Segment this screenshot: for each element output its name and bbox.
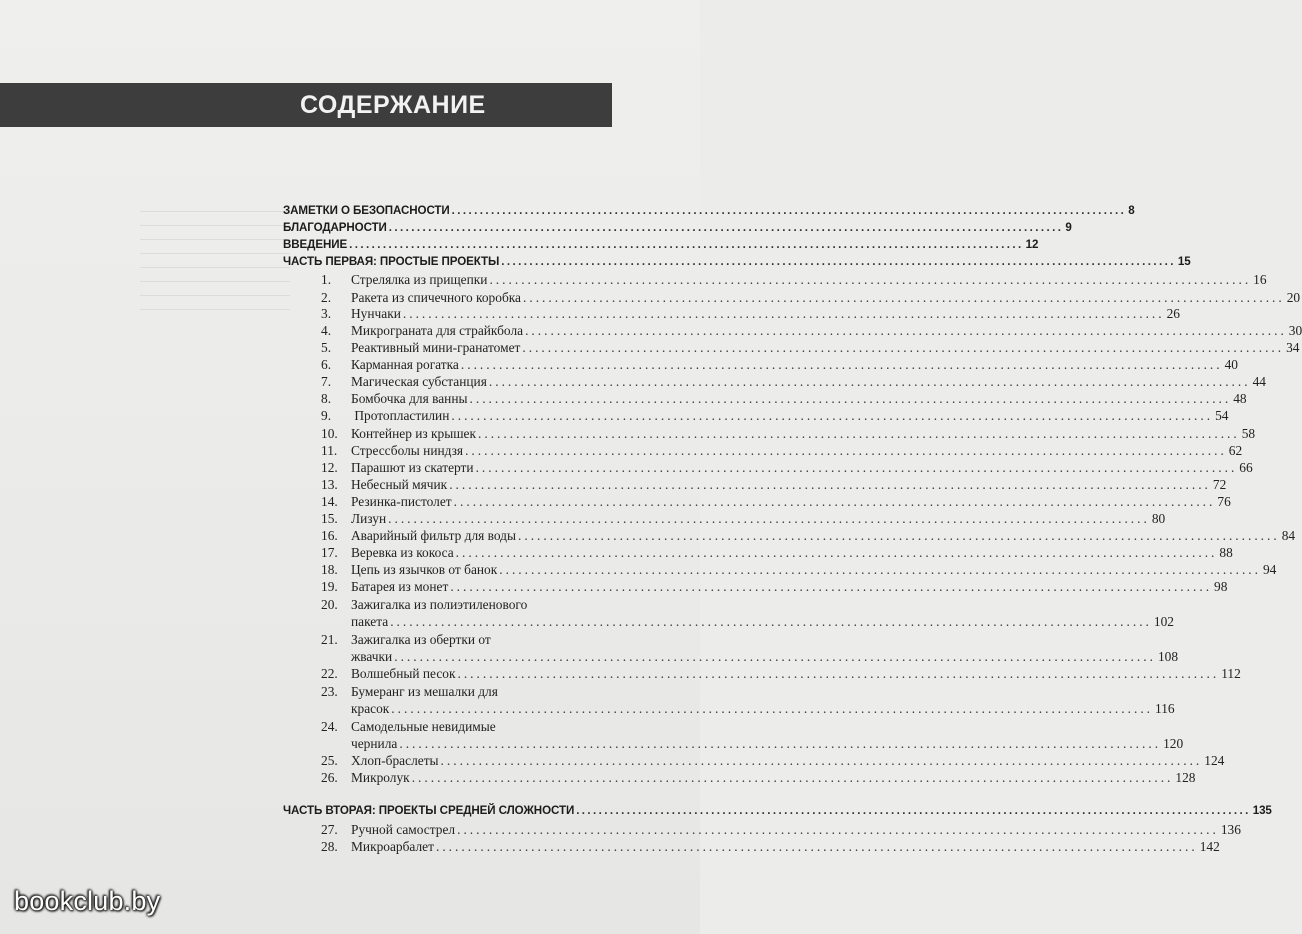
item-page: 66 — [1239, 460, 1253, 475]
item-title: Цепь из язычков от банок — [351, 562, 498, 577]
toc-item[interactable] — [321, 340, 1300, 356]
dot-leader: ........................................................................................................................ — [488, 374, 1251, 389]
dot-leader: ........................................................................................................................ — [451, 408, 1214, 423]
item-title: Небесный мячик — [351, 477, 448, 492]
toc-item[interactable] — [321, 528, 1296, 544]
dot-leader: ........................................................................................................................ — [388, 221, 1064, 234]
dot-leader: ........................................................................................................................ — [391, 701, 1154, 716]
item-title-continued: чернила — [351, 736, 398, 751]
toc-item[interactable] — [321, 753, 1225, 769]
toc-entry-introduction[interactable] — [283, 237, 1039, 253]
item-title-continued: красок — [351, 701, 390, 716]
dot-leader: ........................................................................................................................ — [453, 494, 1216, 509]
item-number: 23. — [321, 684, 338, 699]
toc-entry-safety[interactable] — [283, 203, 1135, 219]
item-title: Реактивный мини-гранатомет — [351, 340, 521, 355]
show-through-text — [140, 205, 290, 355]
item-page: 40 — [1224, 357, 1238, 372]
item-number: 22. — [321, 666, 338, 681]
item-page: 20 — [1286, 290, 1301, 305]
dot-leader: ........................................................................................................................ — [576, 804, 1251, 817]
item-page: 62 — [1228, 443, 1243, 458]
toc-item[interactable] — [321, 839, 1220, 855]
dot-leader: ........................................................................................................................ — [522, 340, 1285, 355]
dot-leader: ........................................................................................................................ — [501, 255, 1176, 268]
item-number: 6. — [321, 357, 332, 372]
item-number: 15. — [321, 511, 338, 526]
toc-item[interactable] — [321, 770, 1196, 786]
toc-item[interactable] — [321, 460, 1253, 476]
dot-leader: ........................................................................................................................ — [411, 770, 1174, 785]
toc-item[interactable] — [321, 374, 1266, 390]
dot-leader: ........................................................................................................................ — [455, 545, 1218, 560]
item-number: 28. — [321, 839, 338, 854]
item-title: Аварийный фильтр для воды — [351, 528, 516, 543]
dot-leader: ........................................................................................................................ — [349, 238, 1024, 251]
item-page: 120 — [1163, 736, 1184, 751]
item-title-continued: жвачки — [351, 649, 393, 664]
item-page: 98 — [1214, 579, 1228, 594]
item-title: Хлоп-браслеты — [351, 753, 439, 768]
item-title: Зажигалка из обертки от — [351, 632, 491, 647]
item-page: 142 — [1199, 839, 1220, 854]
toc-item[interactable] — [321, 477, 1227, 493]
item-title: Микролук — [351, 770, 410, 785]
toc-item[interactable] — [321, 562, 1277, 578]
item-title: Карманная рогатка — [351, 357, 459, 372]
item-page: 84 — [1281, 528, 1296, 543]
item-number: 17. — [321, 545, 338, 560]
item-number: 20. — [321, 597, 338, 612]
toc-item[interactable] — [321, 443, 1243, 459]
dot-leader: ........................................................................................................................ — [457, 666, 1220, 681]
item-number: 21. — [321, 632, 338, 647]
item-number: 7. — [321, 374, 332, 389]
item-title: Бомбочка для ванны — [351, 391, 468, 406]
item-number: 16. — [321, 528, 338, 543]
item-number: 1. — [321, 272, 332, 287]
dot-leader: ........................................................................................................................ — [465, 443, 1227, 458]
item-number: 25. — [321, 753, 338, 768]
item-title: Нунчаки — [351, 306, 401, 321]
dot-leader: ........................................................................................................................ — [489, 272, 1252, 287]
item-title: Магическая субстанция — [351, 374, 487, 389]
item-number: 2. — [321, 290, 332, 305]
item-number: 9. — [321, 408, 332, 423]
item-number: 27. — [321, 822, 338, 837]
item-page: 30 — [1288, 323, 1302, 338]
dot-leader: ........................................................................................................................ — [399, 736, 1162, 751]
item-page: 76 — [1217, 494, 1231, 509]
item-title: Протопластилин — [351, 408, 450, 423]
item-page: 94 — [1262, 562, 1277, 577]
toc-item[interactable] — [321, 822, 1241, 838]
entry-title: ВВЕДЕНИЕ — [283, 238, 348, 251]
dot-leader: ........................................................................................................................ — [523, 290, 1285, 305]
item-title: Волшебный песок — [351, 666, 456, 681]
dot-leader: ........................................................................................................................ — [460, 357, 1223, 372]
toc-item[interactable] — [321, 272, 1267, 288]
item-page: 88 — [1219, 545, 1233, 560]
item-page: 72 — [1212, 477, 1227, 492]
dot-leader: ........................................................................................................................ — [450, 579, 1213, 594]
item-page: 128 — [1175, 770, 1196, 785]
toc-item-first-line[interactable] — [321, 597, 527, 613]
item-page: 54 — [1215, 408, 1229, 423]
item-number: 8. — [321, 391, 332, 406]
dot-leader: ........................................................................................................................ — [475, 460, 1238, 475]
dot-leader: ........................................................................................................................ — [457, 822, 1219, 837]
part-title: ЧАСТЬ ПЕРВАЯ: ПРОСТЫЕ ПРОЕКТЫ — [283, 255, 500, 268]
toc-item[interactable] — [321, 545, 1233, 561]
toc-item-first-line[interactable] — [321, 684, 498, 700]
toc-item[interactable] — [321, 579, 1228, 595]
item-number: 11. — [321, 443, 338, 458]
dot-leader: ........................................................................................................................ — [388, 511, 1150, 526]
item-page: 116 — [1155, 701, 1175, 716]
toc-item[interactable] — [321, 306, 1180, 322]
entry-title: ЗАМЕТКИ О БЕЗОПАСНОСТИ — [283, 204, 450, 217]
item-title-continued: пакета — [351, 614, 389, 629]
dot-leader: ........................................................................................................................ — [469, 391, 1232, 406]
item-number: 14. — [321, 494, 338, 509]
item-page: 108 — [1157, 649, 1179, 664]
toc-entry-acknowledgements[interactable] — [283, 220, 1072, 236]
page-title: СОДЕРЖАНИЕ — [300, 91, 486, 119]
item-number: 10. — [321, 426, 338, 441]
dot-leader: ........................................................................................................................ — [518, 528, 1280, 543]
item-page: 136 — [1220, 822, 1241, 837]
toc-item[interactable] — [321, 511, 1166, 527]
item-number: 12. — [321, 460, 338, 475]
toc-item[interactable] — [321, 357, 1238, 373]
item-title: Микрограната для страйкбола — [351, 323, 524, 338]
dot-leader: ........................................................................................................................ — [390, 614, 1152, 629]
toc-item-first-line[interactable] — [321, 719, 496, 735]
item-title: Лизун — [351, 511, 387, 526]
item-title: Резинка-пистолет — [351, 494, 452, 509]
item-title: Стрессболы ниндзя — [351, 443, 464, 458]
item-title: Бумеранг из мешалки для — [351, 684, 498, 699]
toc-item[interactable] — [351, 736, 1184, 752]
item-title: Парашют из скатерти — [351, 460, 474, 475]
entry-page: 12 — [1025, 238, 1039, 251]
toc-item[interactable] — [321, 666, 1241, 682]
part-page: 135 — [1252, 804, 1272, 817]
item-title: Веревка из кокоса — [351, 545, 454, 560]
item-title: Самодельные невидимые — [351, 719, 496, 734]
entry-page: 8 — [1128, 204, 1135, 217]
dot-leader: ........................................................................................................................ — [435, 839, 1198, 854]
toc-item[interactable] — [321, 290, 1301, 306]
item-title: Батарея из монет — [351, 579, 449, 594]
item-title: Стрелялка из прищепки — [351, 272, 488, 287]
item-title: Зажигалка из полиэтиленового — [351, 597, 528, 612]
dot-leader: ........................................................................................................................ — [394, 649, 1156, 664]
item-page: 16 — [1253, 272, 1267, 287]
toc-item[interactable] — [321, 391, 1247, 407]
toc-part-one[interactable] — [283, 254, 1191, 270]
site-watermark-logo: bookclub.by — [14, 886, 161, 916]
part-title: ЧАСТЬ ВТОРАЯ: ПРОЕКТЫ СРЕДНЕЙ СЛОЖНОСТИ — [283, 804, 575, 817]
dot-leader: ........................................................................................................................ — [525, 323, 1287, 338]
item-number: 13. — [321, 477, 338, 492]
item-page: 58 — [1241, 426, 1256, 441]
toc-item[interactable] — [351, 614, 1174, 630]
item-page: 102 — [1153, 614, 1174, 629]
item-page: 112 — [1221, 666, 1241, 681]
item-page: 80 — [1151, 511, 1166, 526]
item-title: Ракета из спичечного коробка — [351, 290, 522, 305]
item-title: Микроарбалет — [351, 839, 434, 854]
item-number: 5. — [321, 340, 332, 355]
toc-item[interactable] — [321, 323, 1302, 339]
dot-leader: ........................................................................................................................ — [402, 306, 1165, 321]
item-page: 48 — [1233, 391, 1247, 406]
item-number: 24. — [321, 719, 338, 734]
part-page: 15 — [1177, 255, 1191, 268]
toc-item[interactable] — [321, 494, 1231, 510]
item-page: 44 — [1252, 374, 1266, 389]
toc-part-two[interactable] — [283, 803, 1272, 819]
dot-leader: ........................................................................................................................ — [440, 753, 1203, 768]
item-page: 26 — [1166, 306, 1180, 321]
item-page: 34 — [1286, 340, 1300, 355]
toc-item[interactable] — [351, 649, 1179, 665]
dot-leader: ........................................................................................................................ — [499, 562, 1261, 577]
entry-page: 9 — [1065, 221, 1072, 234]
dot-leader: ........................................................................................................................ — [478, 426, 1240, 441]
item-number: 4. — [321, 323, 332, 338]
item-page: 124 — [1204, 753, 1225, 768]
entry-title: БЛАГОДАРНОСТИ — [283, 221, 387, 234]
toc-item[interactable] — [321, 408, 1229, 424]
item-title: Контейнер из крышек — [351, 426, 477, 441]
toc-item-first-line[interactable] — [321, 632, 491, 648]
item-number: 18. — [321, 562, 338, 577]
toc-item[interactable] — [351, 701, 1175, 717]
item-number: 19. — [321, 579, 338, 594]
dot-leader: ........................................................................................................................ — [451, 204, 1127, 217]
item-number: 26. — [321, 770, 338, 785]
toc-item[interactable] — [321, 426, 1256, 442]
dot-leader: ........................................................................................................................ — [449, 477, 1211, 492]
item-title: Ручной самострел — [351, 822, 456, 837]
item-number: 3. — [321, 306, 332, 321]
